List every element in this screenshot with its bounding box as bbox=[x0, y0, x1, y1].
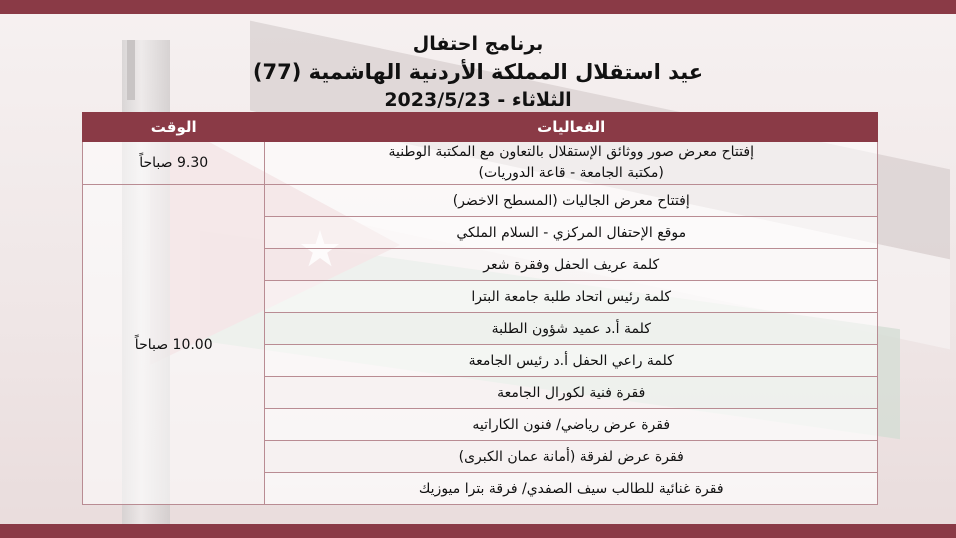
time-cell: 10.00 صباحاً bbox=[83, 185, 265, 505]
activity-cell: موقع الإحتفال المركزي - السلام الملكي bbox=[265, 217, 878, 249]
activity-cell: كلمة رئيس اتحاد طلبة جامعة البترا bbox=[265, 281, 878, 313]
program-table bbox=[82, 112, 878, 505]
activity-cell: فقرة عرض لفرقة (أمانة عمان الكبرى) bbox=[265, 441, 878, 473]
header-time: الوقت bbox=[83, 113, 265, 142]
event-date: الثلاثاء - 2023/5/23 bbox=[384, 89, 572, 111]
activity-line: (مكتبة الجامعة - قاعة الدوريات) bbox=[478, 165, 664, 181]
bottom-border-bar bbox=[0, 524, 956, 538]
activity-line: إفتتاح معرض صور ووثائق الإستقلال بالتعاون مع المكتبة الوطنية bbox=[388, 144, 754, 160]
program-title: برنامج احتفال bbox=[412, 33, 544, 55]
activity-cell: فقرة فنية لكورال الجامعة bbox=[265, 377, 878, 409]
top-border-bar bbox=[0, 0, 956, 14]
activity-cell: كلمة أ.د عميد شؤون الطلبة bbox=[265, 313, 878, 345]
occasion-title: عيد استقلال المملكة الأردنية الهاشمية (77) bbox=[252, 60, 704, 84]
time-cell: 9.30 صباحاً bbox=[83, 142, 265, 185]
table-header-row bbox=[83, 113, 878, 142]
table-row bbox=[83, 142, 878, 185]
activity-cell: كلمة راعي الحفل أ.د رئيس الجامعة bbox=[265, 345, 878, 377]
activity-cell: كلمة عريف الحفل وفقرة شعر bbox=[265, 249, 878, 281]
table-row bbox=[83, 185, 878, 217]
program-header bbox=[0, 30, 956, 114]
activity-cell bbox=[265, 142, 878, 185]
activity-cell: فقرة غنائية للطالب سيف الصفدي/ فرقة بترا ميوزيك bbox=[265, 473, 878, 505]
activity-cell: فقرة عرض رياضي/ فنون الكاراتيه bbox=[265, 409, 878, 441]
header-activities: الفعاليات bbox=[265, 113, 878, 142]
activity-cell: إفتتاح معرض الجاليات (المسطح الاخضر) bbox=[265, 185, 878, 217]
